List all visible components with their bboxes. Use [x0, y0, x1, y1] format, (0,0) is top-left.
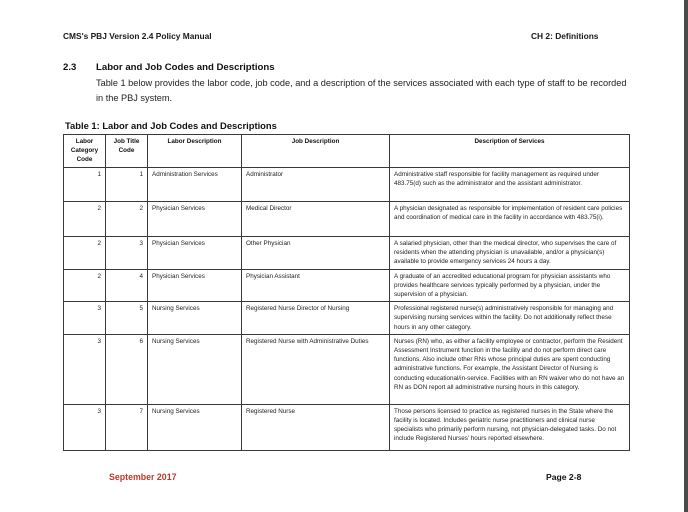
labor-description-cell: Nursing Services	[148, 334, 242, 404]
job-description-cell: Administrator	[242, 168, 390, 202]
section-body: Table 1 below provides the labor code, job code, and a description of the services associated with each type of staff to be recorded in the PBJ system.	[96, 78, 627, 103]
job-code-cell: 3	[106, 237, 148, 270]
labor-description-cell: Physician Services	[148, 269, 242, 302]
table-row	[64, 237, 630, 270]
col-header-labor-description: Labor Description	[148, 135, 242, 168]
table-header-row	[64, 135, 630, 168]
job-description-cell: Physician Assistant	[242, 269, 390, 302]
col-header-job-code: Job Title Code	[106, 135, 148, 168]
labor-code-cell: 3	[64, 334, 106, 404]
col-header-labor-code: Labor Category Code	[64, 135, 106, 168]
job-description-cell: Other Physician	[242, 237, 390, 270]
labor-description-cell: Nursing Services	[148, 302, 242, 335]
labor-description-cell: Physician Services	[148, 202, 242, 237]
services-description-cell: A salaried physician, other than the medical director, who supervises the care of residents when the attending physician is unavailable, and/or a physician(s) available to provide emergency services 24 hours a day.	[390, 237, 630, 270]
running-header-title: CMS's PBJ Version 2.4 Policy Manual	[63, 31, 212, 41]
job-code-cell: 4	[106, 269, 148, 302]
labor-description-cell: Physician Services	[148, 237, 242, 270]
labor-job-codes-table	[63, 134, 630, 451]
footer-page-number: Page 2-8	[546, 472, 582, 482]
labor-code-cell: 3	[64, 404, 106, 450]
job-description-cell: Registered Nurse with Administrative Duties	[242, 334, 390, 404]
job-code-cell: 5	[106, 302, 148, 335]
table-row	[64, 168, 630, 202]
table-row	[64, 202, 630, 237]
job-code-cell: 2	[106, 202, 148, 237]
labor-code-cell: 2	[64, 202, 106, 237]
services-description-cell: Administrative staff responsible for facility management as required under 483.75(d) such as the administrator and the assistant administrator.	[390, 168, 630, 202]
running-header-chapter: CH 2: Definitions	[531, 31, 599, 41]
table-row	[64, 334, 630, 404]
services-description-cell: Nurses (RN) who, as either a facility employee or contractor, perform the Resident Assessment Instrument function in the facility and do not perform direct care functions. Also include other RNs whose principal duties are spent conducting administrative functions. For example, the Assistant Director of Nursing is conducting educational/in-service. Facilities with an RN waiver who do not have an RN as DON report all administrative nursing hours in this category.	[390, 334, 630, 404]
table-row	[64, 269, 630, 302]
labor-code-cell: 1	[64, 168, 106, 202]
services-description-cell: Professional registered nurse(s) administratively responsible for managing and supervising nursing services within the facility. Do not additionally reflect these hours in any other category.	[390, 302, 630, 335]
viewer-background-edge	[684, 0, 688, 512]
col-header-services-description: Description of Services	[390, 135, 630, 168]
job-description-cell: Registered Nurse	[242, 404, 390, 450]
job-code-cell: 6	[106, 334, 148, 404]
job-code-cell: 7	[106, 404, 148, 450]
labor-code-cell: 3	[64, 302, 106, 335]
labor-description-cell: Administration Services	[148, 168, 242, 202]
services-description-cell: Those persons licensed to practice as registered nurses in the State where the facility is located. Includes geriatric nurse practitioners and clinical nurse specialists who primarily perform nursing, not physician-delegated tasks. Do not include Registered Nurses' hours reported elsewhere.	[390, 404, 630, 450]
footer-date: September 2017	[109, 472, 177, 482]
labor-code-cell: 2	[64, 237, 106, 270]
col-header-job-description: Job Description	[242, 135, 390, 168]
job-code-cell: 1	[106, 168, 148, 202]
table-caption: Table 1: Labor and Job Codes and Descriptions	[65, 120, 277, 131]
table-row	[64, 302, 630, 335]
job-description-cell: Medical Director	[242, 202, 390, 237]
table-row	[64, 404, 630, 450]
services-description-cell: A physician designated as responsible for implementation of resident care policies and coordination of medical care in the facility in accordance with 483.75(i).	[390, 202, 630, 237]
labor-code-cell: 2	[64, 269, 106, 302]
services-description-cell: A graduate of an accredited educational program for physician assistants who provides healthcare services typically performed by a physician, under the supervision of a physician.	[390, 269, 630, 302]
section-title: Labor and Job Codes and Descriptions	[96, 62, 275, 73]
labor-description-cell: Nursing Services	[148, 404, 242, 450]
job-description-cell: Registered Nurse Director of Nursing	[242, 302, 390, 335]
section-number: 2.3	[63, 62, 77, 73]
